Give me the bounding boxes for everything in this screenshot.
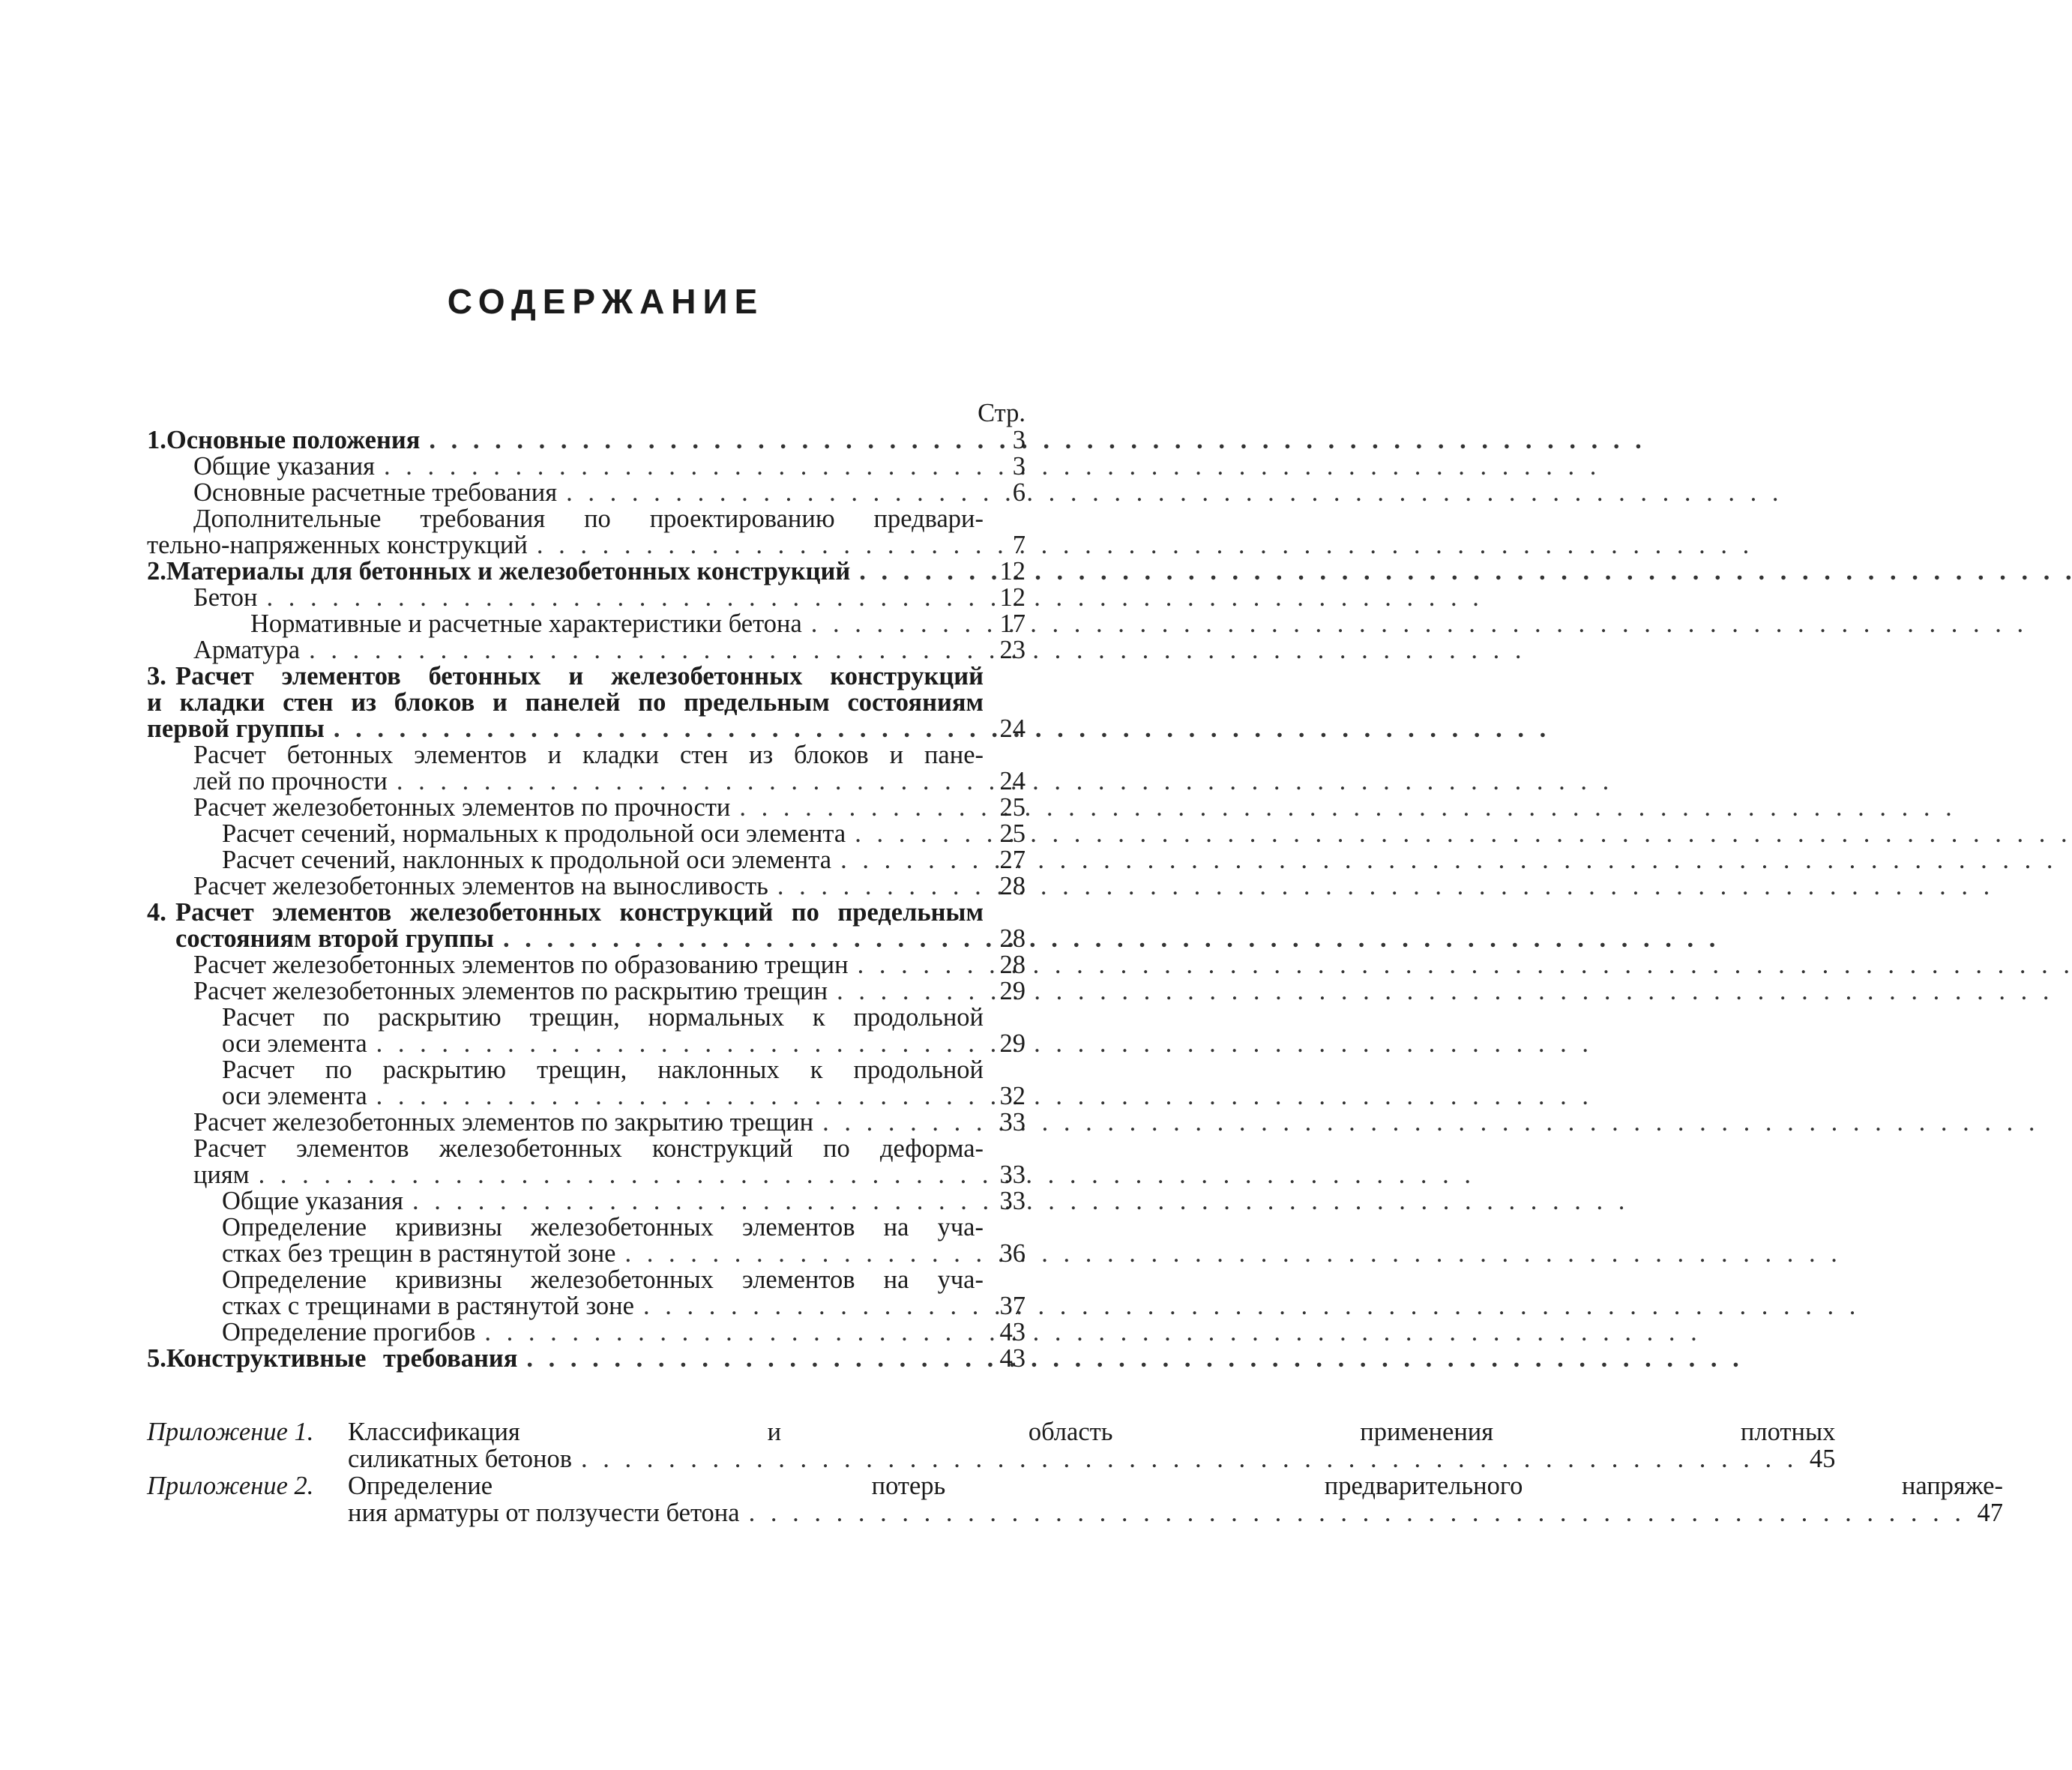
chapter-title-line: состояниям второй группы: [175, 924, 494, 953]
section-title-line: циям: [193, 1161, 250, 1189]
toc-section: [147, 873, 1026, 900]
subsection-title-line: оси элемента: [222, 1082, 367, 1110]
page-number: 3: [1012, 426, 1026, 454]
section-title: Арматура: [193, 636, 301, 664]
dot-leader: [846, 821, 2067, 847]
page-number: 28: [999, 951, 1026, 979]
page-number: 28: [999, 872, 1026, 900]
dot-leader: [367, 1031, 1588, 1057]
dot-leader: [730, 795, 1951, 821]
chapter-title: Материалы для бетонных и железобетонных конструкций: [166, 557, 851, 586]
page-column-header: Стр.: [978, 399, 1026, 427]
page-number: 6: [1012, 478, 1026, 507]
subsection-title-line: стках с трещинами в растянутой зоне: [222, 1292, 634, 1320]
appendix-title-line: силикатных бетонов: [348, 1445, 572, 1473]
subsection-title: Расчет сечений, наклонных к продольной оси элемента: [222, 846, 832, 874]
toc-subsection: [147, 1188, 1026, 1214]
page-number: 12: [999, 583, 1026, 612]
appendix-label: Приложение 1.: [147, 1418, 314, 1446]
chapter-number: 5.: [147, 1344, 166, 1373]
dot-leader: [616, 1241, 1837, 1267]
dot-leader: [300, 637, 1521, 663]
toc-section: [147, 637, 1026, 663]
chapter-number: 4.: [147, 898, 166, 927]
toc-chapter-5: [147, 1346, 1026, 1372]
section-title-line: Расчет бетонных элементов и кладки стен из блоков и пане-: [193, 741, 984, 769]
section-title: Основные расчетные требования: [193, 478, 558, 507]
chapter-title: Основные положения: [166, 426, 421, 454]
subsection-title: Общие указания: [222, 1187, 403, 1215]
appendix-title-line: Определение потерь предварительного напряже-: [348, 1472, 2003, 1500]
subsection-title: Определение прогибов: [222, 1318, 476, 1346]
toc-subsection: [147, 1319, 1026, 1346]
subsection-title-line: оси элемента: [222, 1029, 367, 1058]
page-number: 47: [1977, 1499, 2003, 1527]
dot-leader: [528, 532, 1749, 559]
page-number: 25: [999, 793, 1026, 822]
page-number: 23: [999, 636, 1026, 664]
page-number: 3: [1012, 452, 1026, 481]
subsection-title-line: стках без трещин в растянутой зоне: [222, 1239, 616, 1268]
toc-section: [147, 585, 1026, 611]
dot-leader: [740, 1499, 1961, 1526]
toc-chapter-1: [147, 427, 1026, 454]
page-number: 32: [999, 1082, 1026, 1110]
toc-chapter-4: [147, 900, 1026, 952]
subsection-title: Нормативные и расчетные характеристики бетона: [250, 609, 802, 638]
chapter-title-line: и кладки стен из блоков и панелей по предельным состояниям: [147, 688, 984, 717]
chapter-title-line: первой группы: [147, 714, 325, 743]
page-number: 29: [999, 1029, 1026, 1058]
chapter-title-line: Расчет элементов железобетонных конструкций по предельным: [175, 898, 984, 927]
dot-leader: [250, 1162, 1471, 1188]
toc-subsection: [147, 1214, 1026, 1267]
appendix-entry: [147, 1418, 1836, 1473]
dot-leader: [325, 716, 1546, 742]
subsection-title: Расчет сечений, нормальных к продольной оси элемента: [222, 819, 846, 848]
page-number: 33: [999, 1161, 1026, 1189]
dot-leader: [634, 1293, 1855, 1319]
page-title: СОДЕРЖАНИЕ: [447, 282, 765, 321]
subsection-title-line: Расчет по раскрытию трещин, наклонных к продольной: [222, 1056, 984, 1084]
appendix-label: Приложение 2.: [147, 1472, 314, 1500]
dot-leader: [475, 1319, 1696, 1346]
dot-leader: [420, 427, 1641, 454]
page-number: 33: [999, 1108, 1026, 1137]
dot-leader: [850, 559, 2071, 585]
chapter-title: Конструктивные требования: [166, 1344, 518, 1373]
page-number: 45: [1809, 1445, 1836, 1473]
page-number: 7: [1012, 531, 1026, 559]
section-title: Расчет железобетонных элементов на выносливость: [193, 872, 768, 900]
dot-leader: [572, 1445, 1793, 1472]
page-number: 37: [999, 1292, 1026, 1320]
section-title: Расчет железобетонных элементов по образованию трещин: [193, 951, 849, 979]
dot-leader: [768, 873, 1990, 900]
section-title: Общие указания: [193, 452, 375, 481]
toc-subsection: [147, 611, 1026, 637]
page-number: 43: [999, 1318, 1026, 1346]
section-title-line: Расчет элементов железобетонных конструкций по деформа-: [193, 1134, 984, 1163]
dot-leader: [517, 1346, 1738, 1372]
dot-leader: [557, 480, 1778, 506]
section-title: Бетон: [193, 583, 258, 612]
toc-subsection: [147, 847, 1026, 873]
chapter-title-line: Расчет элементов бетонных и железобетонных конструкций: [175, 662, 984, 690]
appendix-title-line: ния арматуры от ползучести бетона: [348, 1499, 740, 1527]
toc-subsection: [147, 1005, 1026, 1057]
page-number: 27: [999, 846, 1026, 874]
section-title: Расчет железобетонных элементов по прочности: [193, 793, 731, 822]
chapter-number: 1.: [147, 426, 166, 454]
subsection-title-line: Определение кривизны железобетонных элементов на уча-: [222, 1213, 984, 1241]
toc-section: [147, 952, 1026, 978]
chapter-number: 3.: [147, 662, 166, 690]
toc-section: [147, 1136, 1026, 1188]
toc-chapter-3: [147, 663, 1026, 742]
page-number: 36: [999, 1239, 1026, 1268]
toc-section: [147, 795, 1026, 821]
toc-subsection: [147, 1267, 1026, 1319]
page-number: 43: [999, 1344, 1026, 1373]
toc-section: [147, 454, 1026, 480]
dot-leader: [257, 585, 1478, 611]
toc-chapter-2: [147, 559, 1026, 585]
toc-section: [147, 480, 1026, 506]
page-number: 28: [999, 924, 1026, 953]
page-number: 33: [999, 1187, 1026, 1215]
subsection-title-line: Расчет по раскрытию трещин, нормальных к продольной: [222, 1003, 984, 1032]
section-title-line: лей по прочности: [193, 767, 388, 795]
section-title: Расчет железобетонных элементов по раскрытию трещин: [193, 977, 828, 1005]
dot-leader: [367, 1083, 1588, 1110]
appendix-title-line: Классификация и область применения плотных: [348, 1418, 1836, 1446]
toc-subsection: [147, 1057, 1026, 1110]
toc-section: [147, 506, 1026, 559]
toc-subsection: [147, 821, 1026, 847]
page-number: 29: [999, 977, 1026, 1005]
page-number: 25: [999, 819, 1026, 848]
page-number: 17: [999, 609, 1026, 638]
appendix-entry: [147, 1472, 2003, 1527]
toc-section: [147, 978, 1026, 1005]
toc-section: [147, 1110, 1026, 1136]
dot-leader: [494, 926, 1715, 952]
table-of-contents: [147, 400, 1026, 1372]
page-number: 24: [999, 767, 1026, 795]
section-title-line: Дополнительные требования по проектированию предвари-: [193, 505, 984, 533]
dot-leader: [849, 952, 2070, 978]
section-title: Расчет железобетонных элементов по закрытию трещин: [193, 1108, 814, 1137]
page-number: 24: [999, 714, 1026, 743]
section-title-line: тельно-напряженных конструкций: [147, 531, 528, 559]
toc-section: [147, 742, 1026, 795]
subsection-title-line: Определение кривизны железобетонных элементов на уча-: [222, 1265, 984, 1294]
page-number: 12: [999, 557, 1026, 586]
chapter-number: 2.: [147, 557, 166, 586]
appendix-list: [147, 1418, 2003, 1527]
